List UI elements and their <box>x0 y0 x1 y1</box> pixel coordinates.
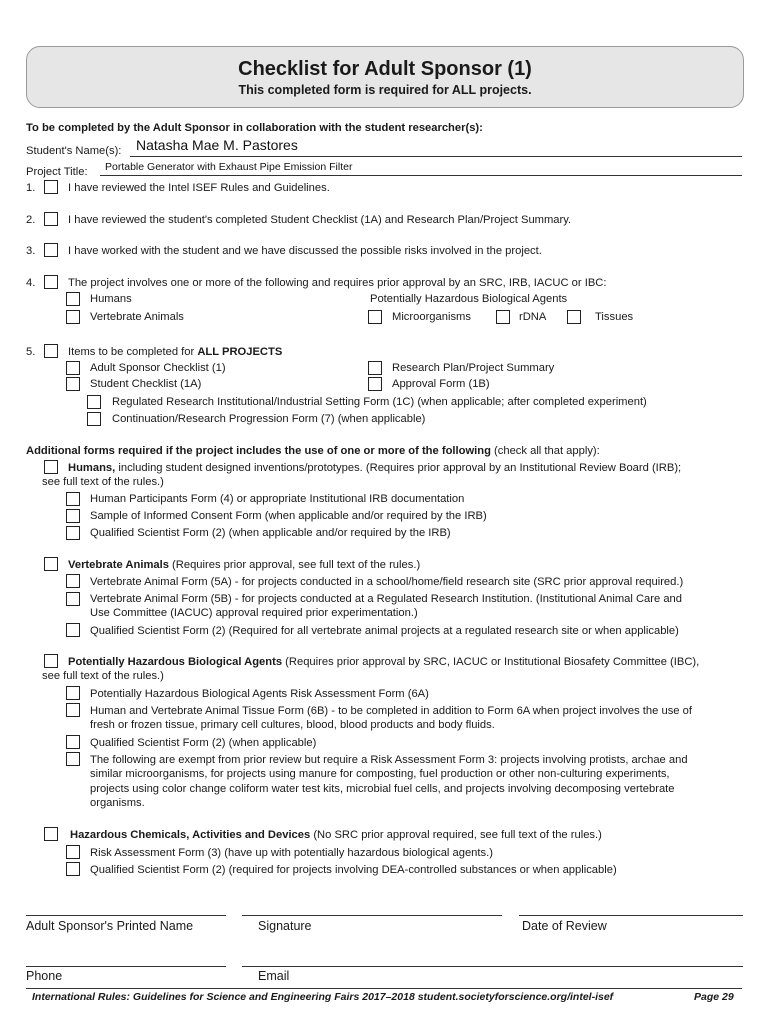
phba-risk-assessment-label: Potentially Hazardous Biological Agents Risk Assessment Form (6A) <box>90 688 429 700</box>
item-number: 3. <box>26 245 36 257</box>
checkbox-additional-phba[interactable] <box>44 654 58 668</box>
intro-text: To be completed by the Adult Sponsor in collaboration with the student researcher(s): <box>26 122 483 134</box>
checkbox-item-3[interactable] <box>44 243 58 257</box>
checkbox-research-plan[interactable] <box>368 361 382 375</box>
qualified-scientist-humans-label: Qualified Scientist Form (2) (when applicable and/or required by the IRB) <box>90 527 451 539</box>
item-4-text: The project involves one or more of the following and requires prior approval by an SRC, IRB, IACUC or IBC: <box>68 277 607 289</box>
checkbox-qualified-scientist-phba[interactable] <box>66 735 80 749</box>
exempt-label-line2: similar microorganisms, for projects using manure for composting, fuel production or other non-culturing experiments, <box>90 768 670 780</box>
checkbox-adult-sponsor-checklist[interactable] <box>66 361 80 375</box>
checkbox-tissues[interactable] <box>567 310 581 324</box>
adult-sponsor-checklist-label: Adult Sponsor Checklist (1) <box>90 362 226 374</box>
checkbox-microorganisms[interactable] <box>368 310 382 324</box>
checkbox-risk-assessment-3[interactable] <box>66 845 80 859</box>
vertebrate-section-heading: Vertebrate Animals (Requires prior approval, see full text of the rules.) <box>68 559 421 571</box>
exempt-label-line1: The following are exempt from prior review but require a Risk Assessment Form 3: projects involving protists, archae and <box>90 754 688 766</box>
tissue-form-label-line2: fresh or frozen tissue, primary cell cultures, blood, blood products and body fluids. <box>90 719 495 731</box>
continuation-label: Continuation/Research Progression Form (7) (when applicable) <box>112 413 426 425</box>
approval-form-label: Approval Form (1B) <box>392 378 490 390</box>
checkbox-approval-form[interactable] <box>368 377 382 391</box>
vertebrate-5a-label: Vertebrate Animal Form (5A) - for projects conducted in a school/home/field research site (SRC prior approval required.) <box>90 576 684 588</box>
microorganisms-label: Microorganisms <box>392 311 471 323</box>
item-number: 5. <box>26 346 36 358</box>
checkbox-tissue-form[interactable] <box>66 703 80 717</box>
hazardous-section-heading: Hazardous Chemicals, Activities and Devices (No SRC prior approval required, see full text of the rules.) <box>70 829 602 841</box>
humans-label: Humans <box>90 293 132 305</box>
exempt-label-line4: organisms. <box>90 797 145 809</box>
tissues-label: Tissues <box>595 311 634 323</box>
project-title-field[interactable]: Portable Generator with Exhaust Pipe Emission Filter <box>105 161 353 173</box>
date-of-review-line[interactable] <box>519 915 743 916</box>
student-name-field[interactable]: Natasha Mae M. Pastores <box>136 137 298 153</box>
printed-name-line[interactable] <box>26 915 226 916</box>
project-title-line <box>100 175 742 176</box>
phone-line[interactable] <box>26 966 226 967</box>
checkbox-continuation[interactable] <box>87 412 101 426</box>
item-number: 2. <box>26 214 36 226</box>
vertebrate-5b-label-line2: Use Committee (IACUC) approval required prior experimentation.) <box>90 607 418 619</box>
research-plan-label: Research Plan/Project Summary <box>392 362 555 374</box>
checkbox-rdna[interactable] <box>496 310 510 324</box>
signature-line[interactable] <box>242 915 502 916</box>
checkbox-item-2[interactable] <box>44 212 58 226</box>
date-of-review-label: Date of Review <box>522 919 607 933</box>
phone-label: Phone <box>26 969 63 983</box>
checkbox-student-checklist[interactable] <box>66 377 80 391</box>
qualified-scientist-vertebrate-label: Qualified Scientist Form (2) (Required for all vertebrate animal projects at a regulated research site or when applicable) <box>90 625 679 637</box>
item-1-text: I have reviewed the Intel ISEF Rules and Guidelines. <box>68 182 330 194</box>
student-name-line <box>130 156 742 157</box>
checkbox-qualified-scientist-dea[interactable] <box>66 862 80 876</box>
form-title: Checklist for Adult Sponsor (1) <box>238 58 532 80</box>
checkbox-regulated-research[interactable] <box>87 395 101 409</box>
checkbox-additional-hazardous[interactable] <box>44 827 58 841</box>
email-label: Email <box>258 969 290 983</box>
checkbox-item-1[interactable] <box>44 180 58 194</box>
vertebrate-5b-label-line1: Vertebrate Animal Form (5B) - for projects conducted at a Regulated Research Institution. (Institutional Animal Care and <box>90 593 682 605</box>
student-name-label: Student's Name(s): <box>26 145 122 157</box>
item-number: 1. <box>26 182 36 194</box>
signature-label: Signature <box>258 919 312 933</box>
checkbox-additional-humans[interactable] <box>44 460 58 474</box>
checkbox-humans[interactable] <box>66 292 80 306</box>
qualified-scientist-phba-label: Qualified Scientist Form (2) (when applicable) <box>90 737 317 749</box>
human-participants-label: Human Participants Form (4) or appropriate Institutional IRB documentation <box>90 493 465 505</box>
rdna-label: rDNA <box>519 311 547 323</box>
item-2-text: I have reviewed the student's completed Student Checklist (1A) and Research Plan/Project Summary. <box>68 214 572 226</box>
email-line[interactable] <box>242 966 743 967</box>
risk-assessment-3-label: Risk Assessment Form (3) (have up with potentially hazardous biological agents.) <box>90 847 493 859</box>
phba-section-line1: Potentially Hazardous Biological Agents (Requires prior approval by SRC, IACUC or Institutional Biosafety Committee (IBC), <box>68 656 700 668</box>
printed-name-label: Adult Sponsor's Printed Name <box>26 919 194 933</box>
checkbox-exempt-risk-assessment[interactable] <box>66 752 80 766</box>
checkbox-qualified-scientist-vertebrate[interactable] <box>66 623 80 637</box>
footer-text: International Rules: Guidelines for Science and Engineering Fairs 2017–2018 student.societyforscience.org/intel-isef <box>32 991 614 1003</box>
checkbox-item-5[interactable] <box>44 344 58 358</box>
vertebrate-animals-label: Vertebrate Animals <box>90 311 184 323</box>
form-subtitle: This completed form is required for ALL projects. <box>238 83 532 97</box>
qualified-scientist-dea-label: Qualified Scientist Form (2) (required for projects involving DEA-controlled substances or when applicable) <box>90 864 617 876</box>
checkbox-item-4[interactable] <box>44 275 58 289</box>
checkbox-human-participants[interactable] <box>66 492 80 506</box>
humans-section-line1: Humans, including student designed inventions/prototypes. (Requires prior approval by an Institutional Review Board (IRB); <box>68 462 682 474</box>
footer-divider <box>26 988 742 989</box>
tissue-form-label-line1: Human and Vertebrate Animal Tissue Form (6B) - to be completed in addition to Form 6A when project involves the use of <box>90 705 692 717</box>
checkbox-informed-consent[interactable] <box>66 509 80 523</box>
phba-section-line2: see full text of the rules.) <box>42 670 164 682</box>
checkbox-qualified-scientist-humans[interactable] <box>66 526 80 540</box>
item-number: 4. <box>26 277 36 289</box>
page-number: Page 29 <box>694 991 734 1003</box>
checkbox-additional-vertebrate[interactable] <box>44 557 58 571</box>
item-5-text: Items to be completed for ALL PROJECTS <box>68 346 283 358</box>
student-checklist-label: Student Checklist (1A) <box>90 378 202 390</box>
form-header <box>26 46 744 108</box>
phba-label: Potentially Hazardous Biological Agents <box>370 293 568 305</box>
humans-section-line2: see full text of the rules.) <box>42 476 164 488</box>
project-title-label: Project Title: <box>26 166 88 178</box>
checkbox-vertebrate-animals[interactable] <box>66 310 80 324</box>
informed-consent-label: Sample of Informed Consent Form (when applicable and/or required by the IRB) <box>90 510 487 522</box>
additional-forms-heading: Additional forms required if the project includes the use of one or more of the following (check all that apply): <box>26 445 600 457</box>
checkbox-vertebrate-5b[interactable] <box>66 592 80 606</box>
checkbox-vertebrate-5a[interactable] <box>66 574 80 588</box>
regulated-research-label: Regulated Research Institutional/Industrial Setting Form (1C) (when applicable; after completed experiment) <box>112 396 647 408</box>
exempt-label-line3: projects using color change coliform water test kits, microbial fuel cells, and projects involving decomposing vertebrate <box>90 783 675 795</box>
item-3-text: I have worked with the student and we have discussed the possible risks involved in the project. <box>68 245 542 257</box>
checkbox-phba-risk-assessment[interactable] <box>66 686 80 700</box>
